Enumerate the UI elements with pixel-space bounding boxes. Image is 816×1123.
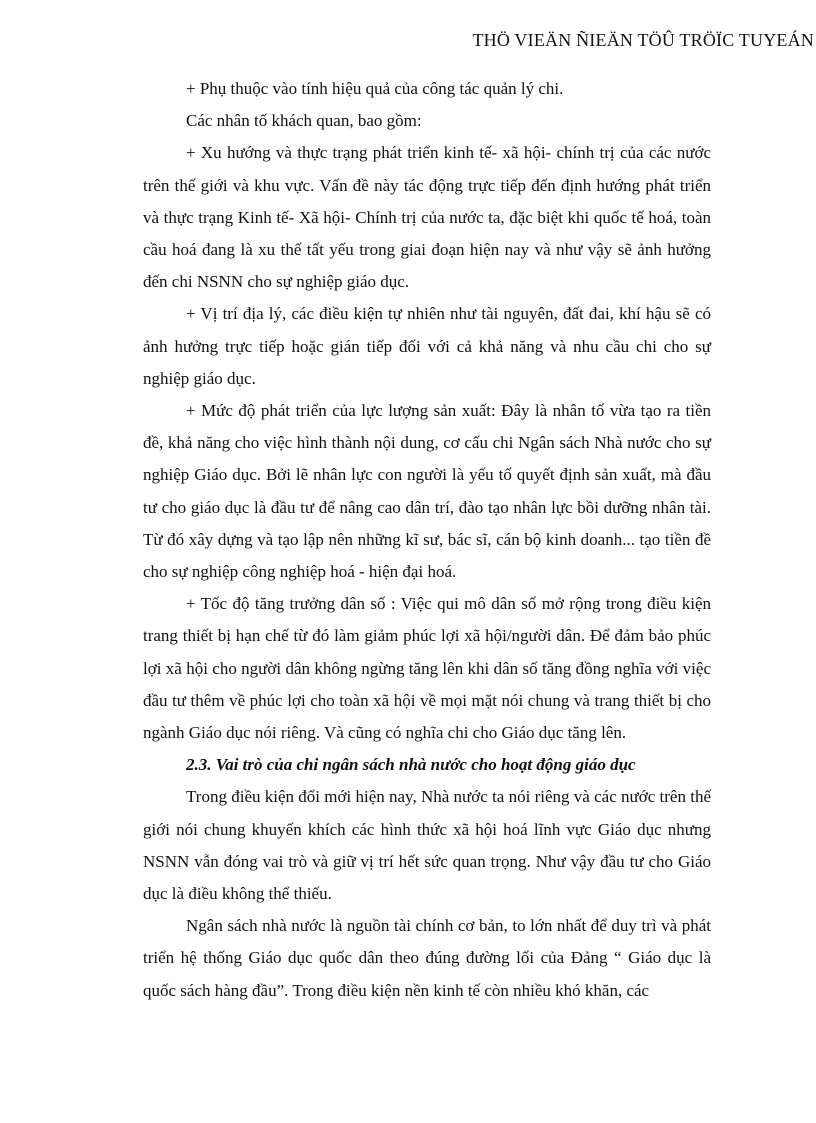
paragraph: + Mức độ phát triển của lực lượng sản xuất: Đây là nhân tố vừa tạo ra tiền đề, khả năng cho việc hình thành nội dung, cơ cấu chi Ngân sách Nhà nước cho sự nghiệp Giáo dục. Bởi lẽ nhân lực con người là yếu tố quyết định sản xuất, mà đầu tư cho giáo dục là đầu tư để nâng cao dân trí, đào tạo nhân lực bồi dưỡng nhân tài. Từ đó xây dựng và tạo lập nên những kĩ sư, bác sĩ, cán bộ kinh doanh... tạo tiền đề cho sự nghiệp công nghiệp hoá - hiện đại hoá. xyxy=(143,401,711,582)
paragraph: Các nhân tố khách quan, bao gồm: xyxy=(186,111,422,131)
paragraph: Trong điều kiện đổi mới hiện nay, Nhà nước ta nói riêng và các nước trên thế giới nói chung khuyến khích các hình thức xã hội hoá lĩnh vực Giáo dục nhưng NSNN vẫn đóng vai trò và giữ vị trí hết sức quan trọng. Như vậy đầu tư cho Giáo dục là điều không thể thiếu. xyxy=(143,787,711,904)
document-body xyxy=(143,73,711,1007)
paragraph: + Xu hướng và thực trạng phát triển kinh tế- xã hội- chính trị của các nước trên thế giới và khu vực. Vấn đề này tác động trực tiếp đến định hướng phát triển và thực trạng Kinh tế- Xã hội- Chính trị của nước ta, đặc biệt khi quốc tế hoá, toàn cầu hoá đang là xu thế tất yếu trong giai đoạn hiện nay và như vậy sẽ ảnh hưởng đến chi NSNN cho sự nghiệp giáo dục. xyxy=(143,143,711,292)
page-header: THÖ VIEÄN ÑIEÄN TÖÛ TRÖÏC TUYEÁN xyxy=(472,30,814,50)
section-heading: 2.3. Vai trò của chi ngân sách nhà nước cho hoạt động giáo dục xyxy=(186,755,636,775)
paragraph: + Phụ thuộc vào tính hiệu quả của công tác quản lý chi. xyxy=(186,79,564,98)
paragraph: Ngân sách nhà nước là nguồn tài chính cơ bản, to lớn nhất để duy trì và phát triển hệ thống Giáo dục quốc dân theo đúng đường lối của Đảng “ Giáo dục là quốc sách hàng đầu”. Trong điều kiện nền kinh tế còn nhiều khó khăn, các xyxy=(143,916,711,1000)
paragraph: + Tốc độ tăng trưởng dân số : Việc qui mô dân số mở rộng trong điều kiện trang thiết bị hạn chế từ đó làm giảm phúc lợi xã hội/người dân. Để đảm bảo phúc lợi xã hội cho người dân không ngừng tăng lên khi dân số tăng đồng nghĩa với việc đầu tư thêm về phúc lợi cho toàn xã hội về mọi mặt nói chung và trang thiết bị cho ngành Giáo dục nói riêng. Và cũng có nghĩa chi cho Giáo dục tăng lên. xyxy=(143,594,711,743)
paragraph: + Vị trí địa lý, các điều kiện tự nhiên như tài nguyên, đất đai, khí hậu sẽ có ảnh hưởng trực tiếp hoặc gián tiếp đối với cả khả năng và nhu cầu chi cho sự nghiệp giáo dục. xyxy=(143,304,711,388)
